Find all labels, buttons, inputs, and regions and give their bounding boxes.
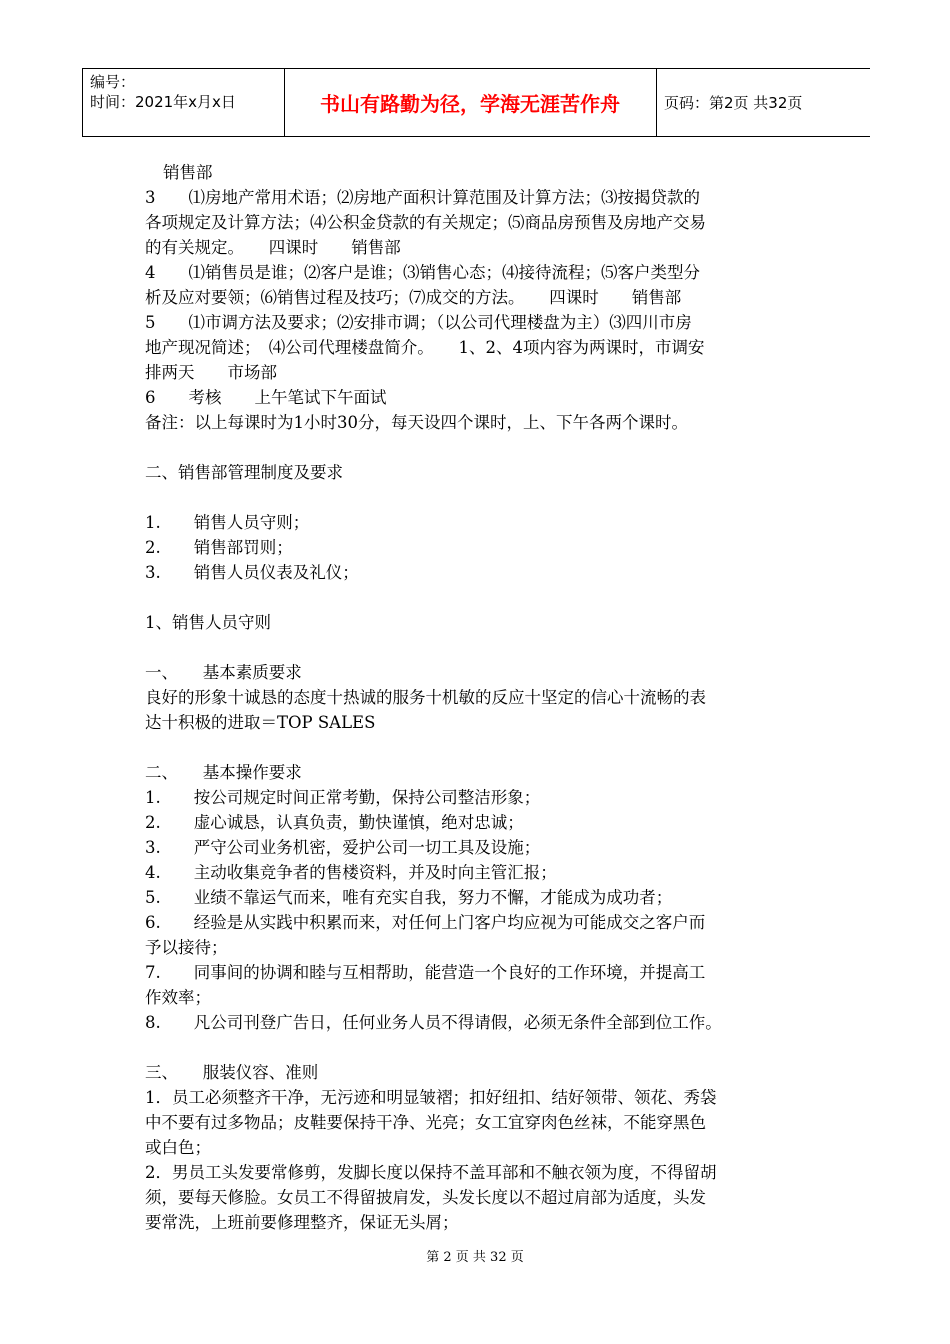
text-line: 销售部: [163, 163, 213, 182]
text-line: 2. 虚心诚恳，认真负责，勤快谨慎，绝对忠诚；: [145, 813, 524, 832]
text-line: 析及应对要领；⑹销售过程及技巧；⑺成交的方法。 四课时 销售部: [145, 288, 682, 307]
text-line: 须，要每天修脸。女员工不得留披肩发，头发长度以不超过肩部为适度，头发: [145, 1188, 706, 1207]
header-divider: [656, 68, 657, 136]
text-line: 6. 经验是从实践中积累而来，对任何上门客户均应视为可能成交之客户而: [145, 913, 706, 932]
header-motto: 书山有路勤为径，学海无涯苦作舟: [320, 91, 620, 116]
text-line: 一、 基本素质要求: [145, 663, 302, 682]
text-line: 3 ⑴房地产常用术语；⑵房地产面积计算范围及计算方法；⑶按揭贷款的: [145, 188, 700, 207]
text-line: 5. 业绩不靠运气而来，唯有充实自我，努力不懈，才能成为成功者；: [145, 888, 673, 907]
text-line: 备注：以上每课时为1小时30分，每天设四个课时，上、下午各两个课时。: [145, 413, 688, 432]
date-label: 时间：2021年x月x日: [90, 93, 236, 111]
text-line: 2．男员工头发要常修剪，发脚长度以保持不盖耳部和不触衣领为度，不得留胡: [145, 1163, 717, 1182]
text-line: 1. 按公司规定时间正常考勤，保持公司整洁形象；: [145, 788, 541, 807]
header-page-info: 页码：第2页 共32页: [664, 93, 803, 112]
text-line: 达十积极的进取＝TOP SALES: [145, 713, 376, 732]
text-line: 或白色；: [145, 1138, 211, 1157]
text-line: 4. 主动收集竞争者的售楼资料，并及时向主管汇报；: [145, 863, 557, 882]
text-line: 3. 严守公司业务机密，爱护公司一切工具及设施；: [145, 838, 541, 857]
header-left-cell: [90, 72, 236, 112]
header-bottom-rule: [82, 136, 870, 137]
text-line: 3. 销售人员仪表及礼仪；: [145, 563, 359, 582]
text-line: 8. 凡公司刊登广告日，任何业务人员不得请假，必须无条件全部到位工作。: [145, 1013, 722, 1032]
text-line: 1．员工必须整齐干净，无污迹和明显皱褶；扣好纽扣、结好领带、领花、秀袋: [145, 1088, 717, 1107]
text-line: 予以接待；: [145, 938, 228, 957]
text-line: 三、 服装仪容、准则: [145, 1063, 319, 1082]
text-line: 良好的形象十诚恳的态度十热诚的服务十机敏的反应十坚定的信心十流畅的表: [145, 688, 706, 707]
document-body: [145, 160, 825, 1235]
header-divider: [82, 68, 83, 136]
text-line: 4 ⑴销售员是谁；⑵客户是谁；⑶销售心态；⑷接待流程；⑸客户类型分: [145, 263, 700, 282]
text-line: 中不要有过多物品；皮鞋要保持干净、光亮；女工宜穿肉色丝袜，不能穿黑色: [145, 1113, 706, 1132]
blank-line: [145, 635, 825, 660]
text-line: 各项规定及计算方法；⑷公积金贷款的有关规定；⑸商品房预售及房地产交易: [145, 213, 706, 232]
text-line: 1、销售人员守则: [145, 613, 271, 632]
text-line: 二、销售部管理制度及要求: [145, 463, 343, 482]
page-footer: 第 2 页 共 32 页: [426, 1250, 524, 1265]
text-line: 6 考核 上午笔试下午面试: [145, 388, 387, 407]
blank-line: [145, 435, 825, 460]
blank-line: [145, 1035, 825, 1060]
text-line: 要常洗，上班前要修理整齐，保证无头屑；: [145, 1213, 459, 1232]
text-line: 5 ⑴市调方法及要求；⑵安排市调；（以公司代理楼盘为主）⑶四川市房: [145, 313, 692, 332]
blank-line: [145, 585, 825, 610]
text-line: 地产现况简述； ⑷公司代理楼盘简介。 1、2、4项内容为两课时，市调安: [145, 338, 705, 357]
header-divider: [284, 68, 285, 136]
doc-number-label: 编号：: [90, 73, 136, 91]
text-line: 1. 销售人员守则；: [145, 513, 310, 532]
blank-line: [145, 485, 825, 510]
text-line: 的有关规定。 四课时 销售部: [145, 238, 401, 257]
text-line: 二、 基本操作要求: [145, 763, 302, 782]
text-line: 2. 销售部罚则；: [145, 538, 293, 557]
text-line: 排两天 市场部: [145, 363, 277, 382]
blank-line: [145, 735, 825, 760]
text-line: 作效率；: [145, 988, 211, 1007]
text-line: 7. 同事间的协调和睦与互相帮助，能营造一个良好的工作环境，并提高工: [145, 963, 706, 982]
